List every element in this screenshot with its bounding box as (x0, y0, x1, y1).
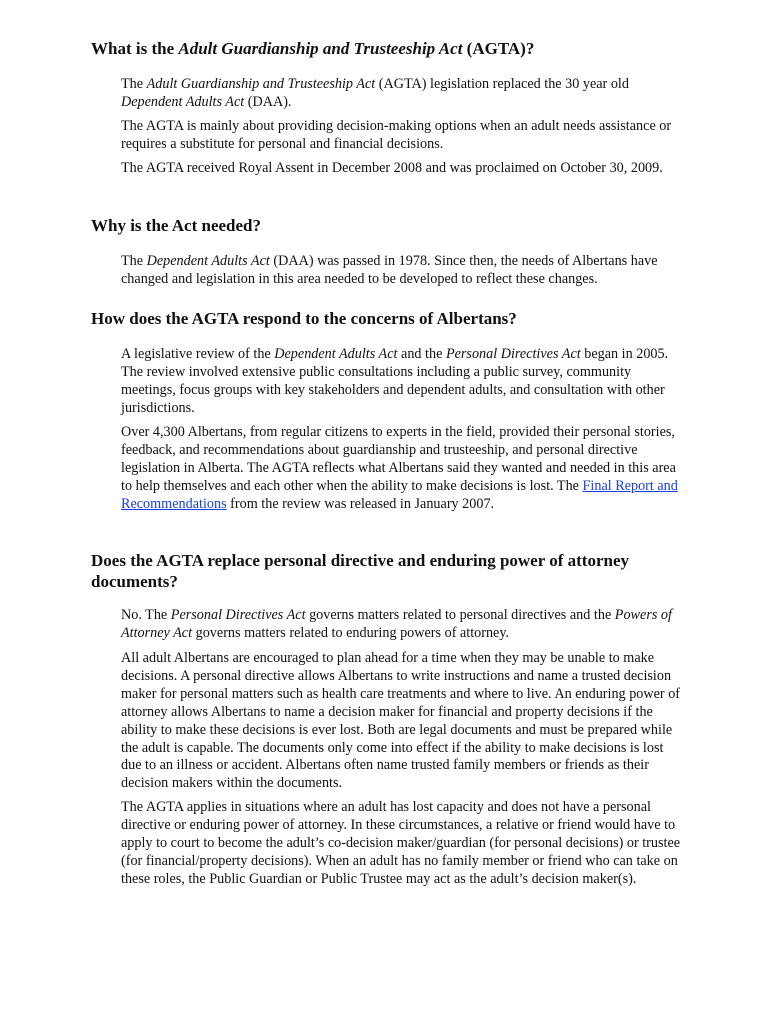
paragraph: A legislative review of the Dependent Adults Act and the Personal Directives Act began in 2005. The review involved extensive public consultations including a public survey, community meetings, focus groups with key stakeholders and dependent adults, and consultation with other jurisdictions. (121, 346, 669, 416)
heading-why-act-needed: Why is the Act needed? (91, 216, 261, 235)
paragraph: The AGTA applies in situations where an adult has lost capacity and does not have a personal directive or enduring power of attorney. In these circumstances, a relative or friend would have to apply to court to become the adult’s co-decision maker/guardian (for personal decisions) or trustee (for financial/property decisions). When an adult has no family member or friend who can take on these roles, the Public Guardian or Public Trustee may act as the adult’s decision maker(s). (121, 799, 681, 887)
final-report-link[interactable]: Final Report and Recommendations (121, 477, 678, 512)
paragraph: The Adult Guardianship and Trusteeship Act (AGTA) legislation replaced the 30 year old Dependent Adults Act (DAA). (121, 76, 629, 110)
heading-how-agta-responds: How does the AGTA respond to the concerns of Albertans? (91, 309, 517, 328)
paragraph: No. The Personal Directives Act governs matters related to personal directives and the Powers of Attorney Act governs matters related to enduring powers of attorney. (121, 607, 672, 641)
paragraph: All adult Albertans are encouraged to plan ahead for a time when they may be unable to make decisions. A personal directive allows Albertans to write instructions and name a trusted decision maker for personal matters such as health care treatments and where to live. An enduring power of attorney allows Albertans to name a decision maker for financial and property decisions if the ability to make these decisions is ever lost. Both are legal documents and must be prepared while the adult is capable. The documents only come into effect if the ability to make decisions is lost due to an illness or accident. Albertans often name trusted family members or friends as their decision makers within the documents. (121, 650, 681, 792)
heading-does-agta-replace: Does the AGTA replace personal directive and enduring power of attorney documents? (91, 551, 629, 591)
paragraph: The AGTA received Royal Assent in December 2008 and was proclaimed on October 30, 2009. (121, 160, 663, 176)
paragraph: Over 4,300 Albertans, from regular citizens to experts in the field, provided their personal stories, feedback, and recommendations about guardianship and trusteeship, and personal directive legislation in Alberta. The AGTA reflects what Albertans said they wanted and needed in this area to help themselves and each other when the ability to make decisions is lost. The Final Report and Recommendations from the review was released in January 2007. (121, 424, 678, 512)
paragraph: The AGTA is mainly about providing decision-making options when an adult needs assistance or requires a substitute for personal and financial decisions. (121, 118, 672, 152)
paragraph: The Dependent Adults Act (DAA) was passed in 1978. Since then, the needs of Albertans have changed and legislation in this area needed to be developed to reflect these changes. (121, 253, 658, 287)
heading-what-is-agta: What is the Adult Guardianship and Trusteeship Act (AGTA)? (91, 39, 535, 58)
